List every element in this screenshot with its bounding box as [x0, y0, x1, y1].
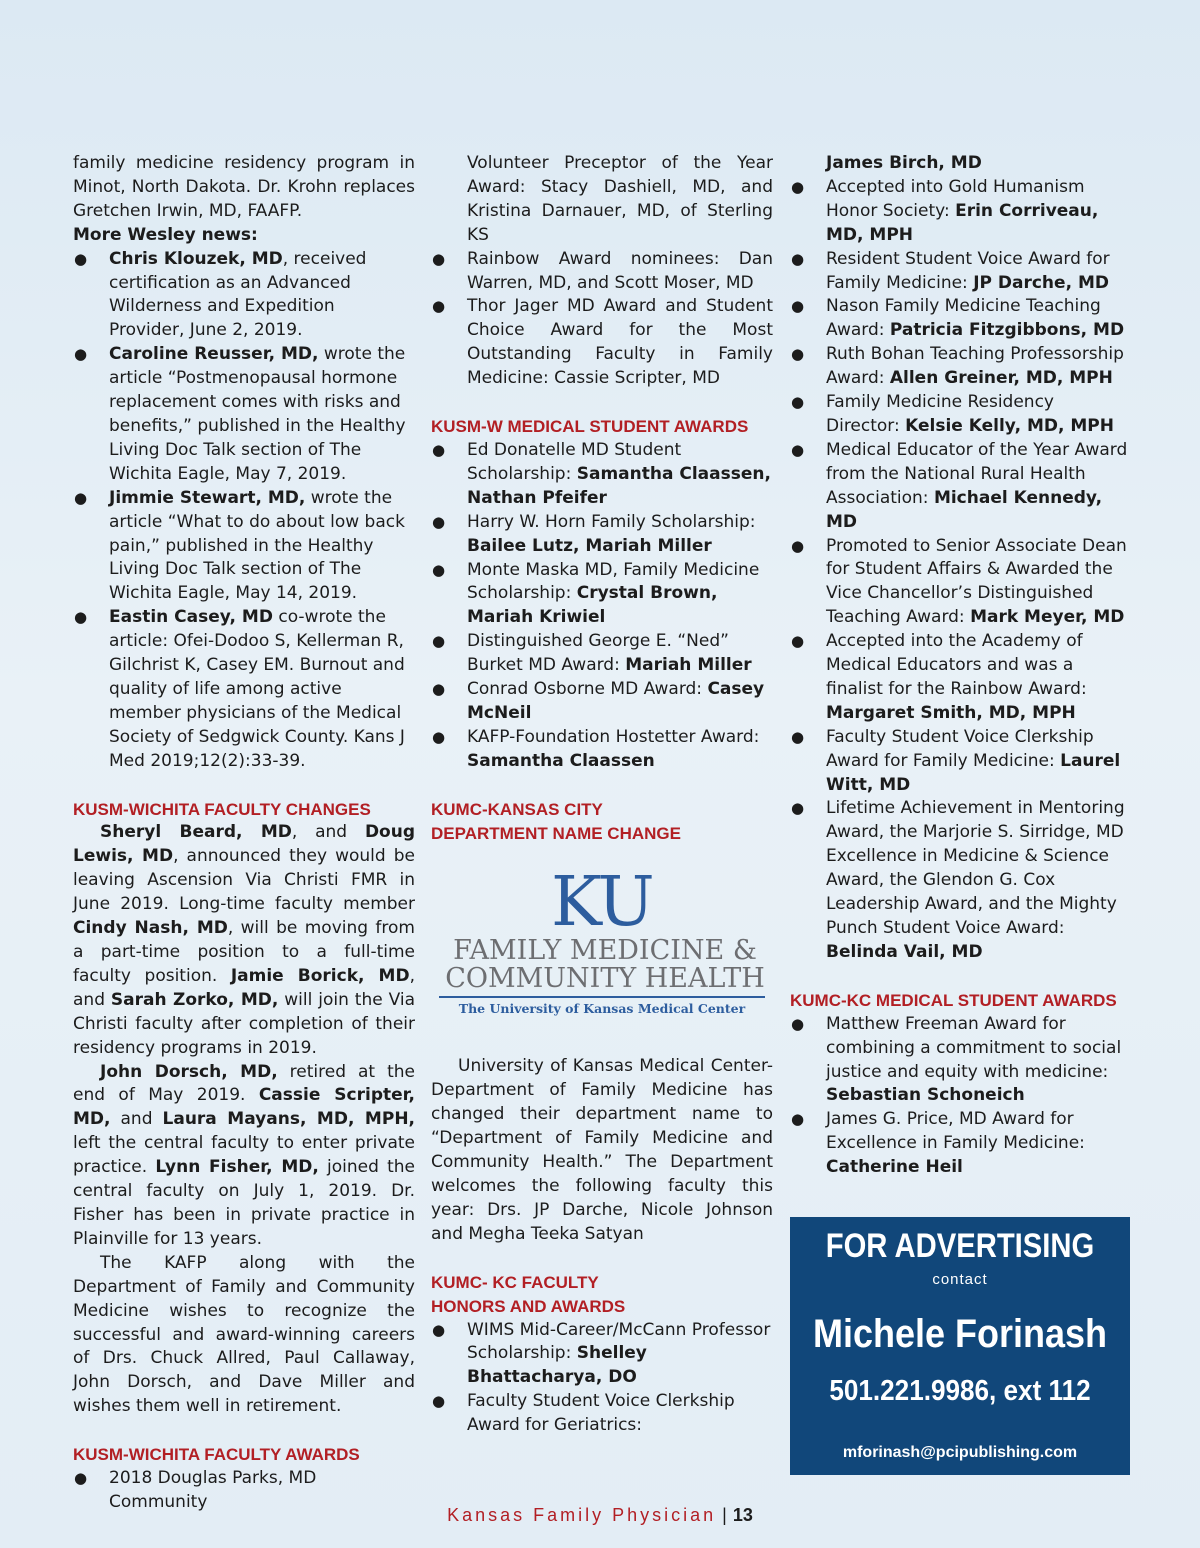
faculty-changes-heading: KUSM-WICHITA FACULTY CHANGES	[73, 799, 371, 819]
footer-separator: |	[722, 1505, 727, 1525]
list-item: ● Family Medicine Residency Director: Kelsie Kelly, MD, MPH	[791, 392, 1114, 436]
logo-university-name: The University of Kansas Medical Center	[458, 1001, 746, 1017]
column-2	[431, 152, 773, 1438]
bullet-icon: ●	[432, 727, 446, 746]
bullet-icon: ●	[432, 440, 446, 459]
list-item: ● Medical Educator of the Year Award from the National Rural Health Association: Michael Kennedy, MD	[791, 439, 1128, 532]
bullet-icon: ●	[791, 799, 805, 818]
faculty-awards-heading: KUSM-WICHITA FACULTY AWARDS	[73, 1445, 360, 1465]
bullet-icon: ●	[74, 345, 88, 364]
retirement-paragraph: The KAFP along with the Department of Family and Community Medicine wishes to recognize the successful and award-winning careers of Drs. Chuck Allred, Paul Callaway, John Dorsch, and Dave Miller and wishes them well in retirement.	[73, 1252, 415, 1417]
ad-email[interactable]: mforinash@pcipublishing.com	[842, 1444, 1078, 1461]
list-item: ● Distinguished George E. “Ned” Burket MD Award: Mariah Miller	[432, 631, 752, 676]
list-item	[431, 152, 773, 248]
kc-student-awards-heading: KUMC-KC MEDICAL STUDENT AWARDS	[790, 990, 1117, 1010]
list-item: ● Faculty Student Voice Clerkship Award for Geriatrics:	[432, 1391, 735, 1436]
bullet-icon: ●	[791, 393, 805, 412]
list-item: ● KAFP-Foundation Hostetter Award: Samantha Claassen	[432, 726, 760, 771]
ku-logo-mark: KU	[551, 863, 653, 943]
list-item	[73, 487, 415, 607]
kc-name-change-heading: KUMC-KANSAS CITY DEPARTMENT NAME CHANGE	[431, 799, 681, 843]
student-awards-heading: KUSM-W MEDICAL STUDENT AWARDS	[431, 417, 749, 437]
advertising-box	[790, 1217, 1130, 1475]
item-text: co-wrote the article: Ofei-Dodoo S, Kellerman R, Gilchrist K, Casey EM. Burnout and quality of life among active member physicians of the Medical Society of Sedgwick County. Kans J Med 2019;12(2):33-39.	[109, 607, 405, 771]
item-text: wrote the article “Postmenopausal hormone replacement comes with risks and benefits,” published in the Healthy Living Doc Talk section of The Wichita Eagle, May 7, 2019.	[109, 344, 406, 484]
bullet-icon: ●	[432, 632, 446, 651]
list-item: ● James G. Price, MD Award for Excellence in Family Medicine: Catherine Heil	[791, 1109, 1085, 1178]
person-name: Caroline Reusser, MD,	[109, 344, 319, 365]
person-name: James Birch, MD	[826, 153, 982, 173]
bullet-icon: ●	[791, 1014, 805, 1033]
list-item: ● WIMS Mid-Career/McCann Professor Scholarship: Shelley Bhattacharya, DO	[432, 1319, 771, 1388]
kc-student-awards-list	[790, 1013, 1130, 1180]
bullet-icon: ●	[74, 1469, 88, 1488]
ad-title: FOR ADVERTISING	[825, 1227, 1095, 1265]
list-item: ● Accepted into Gold Humanism Honor Society: Erin Corriveau, MD, MPH	[791, 176, 1099, 245]
magazine-name: Kansas Family Physician	[447, 1505, 717, 1525]
ku-family-medicine-logo	[431, 845, 773, 1055]
student-awards-list	[431, 439, 773, 774]
kc-faculty-honors-list-continued	[790, 152, 1130, 965]
item-text: , received certification as an Advanced Wilderness and Expedition Provider, June 2, 2019.	[109, 248, 367, 341]
bullet-icon: ●	[432, 249, 446, 268]
list-item: ● Faculty Student Voice Clerkship Award for Family Medicine: Laurel Witt, MD	[791, 726, 1121, 795]
bullet-icon: ●	[74, 249, 88, 268]
list-item: ● Conrad Osborne MD Award: Casey McNeil	[432, 679, 765, 723]
list-item: ● Lifetime Achievement in Mentoring Award, the Marjorie S. Sirridge, MD Excellence in Medicine & Science Award, the Glendon G. Cox Leadership Award, and the Mighty Punch Student Voice Award: Belinda Vail, MD	[791, 798, 1125, 962]
kc-faculty-honors-heading: KUMC- KC FACULTY HONORS AND AWARDS	[431, 1272, 626, 1316]
column-1	[73, 152, 415, 1515]
bullet-icon: ●	[432, 680, 446, 699]
column-3	[790, 152, 1130, 1180]
ad-phone: 501.221.9986, ext 112	[829, 1375, 1091, 1407]
list-item: ● Matthew Freeman Award for combining a commitment to social justice and equity with medicine: Sebastian Schoneich	[791, 1013, 1122, 1106]
list-item: ● Ed Donatelle MD Student Scholarship: Samantha Claassen, Nathan Pfeifer	[432, 439, 771, 508]
bullet-icon: ●	[791, 440, 805, 459]
kc-faculty-honors-list	[431, 1319, 773, 1439]
kc-name-change-paragraph: University of Kansas Medical Center-Department of Family Medicine has changed their department name to “Department of Family Medicine and Community Health.” The Department welcomes the following faculty this year: Drs. JP Darche, Nicole Johnson and Megha Teeka Satyan	[431, 1056, 773, 1244]
list-item: ● Ruth Bohan Teaching Professorship Award: Allen Greiner, MD, MPH	[791, 344, 1124, 389]
list-item	[73, 606, 415, 773]
bullet-icon: ●	[791, 1110, 805, 1129]
list-item: ● Resident Student Voice Award for Family Medicine: JP Darche, MD	[791, 248, 1110, 293]
bullet-icon: ●	[791, 177, 805, 196]
item-text: Rainbow Award nominees: Dan Warren, MD, and Scott Moser, MD	[467, 248, 773, 293]
bullet-icon: ●	[791, 727, 805, 746]
list-item	[790, 152, 1130, 176]
page-number: 13	[732, 1505, 753, 1525]
faculty-awards-list-continued	[431, 152, 773, 391]
list-item	[431, 248, 773, 296]
bullet-icon: ●	[432, 512, 446, 531]
bullet-icon: ●	[791, 632, 805, 651]
bullet-icon: ●	[74, 608, 88, 627]
faculty-changes-paragraph-1: Sheryl Beard, MD, and Doug Lewis, MD, announced they would be leaving Ascension Via Christi FMR in June 2019. Long-time faculty member Cindy Nash, MD, will be moving from a part-time position to a full-time faculty position. Jamie Borick, MD, and Sarah Zorko, MD, will join the Via Christi faculty after completion of their residency programs in 2019.	[73, 822, 416, 1058]
bullet-icon: ●	[791, 345, 805, 364]
list-item	[73, 248, 415, 344]
person-name: Eastin Casey, MD	[109, 607, 273, 628]
logo-divider	[439, 996, 765, 998]
list-item: ● Nason Family Medicine Teaching Award: Patricia Fitzgibbons, MD	[791, 296, 1125, 341]
list-item: ● Harry W. Horn Family Scholarship: Bailee Lutz, Mariah Miller	[432, 511, 756, 556]
person-name: Jimmie Stewart, MD,	[109, 487, 306, 508]
bullet-icon: ●	[432, 297, 446, 316]
list-item	[73, 343, 415, 486]
logo-department-name: FAMILY MEDICINE & COMMUNITY HEALTH	[445, 935, 765, 995]
bullet-icon: ●	[791, 536, 805, 555]
list-item	[431, 295, 773, 391]
bullet-icon: ●	[432, 560, 446, 579]
person-name: Chris Klouzek, MD	[109, 248, 283, 269]
ad-contact-label: contact	[932, 1271, 988, 1288]
ad-contact-name: Michele Forinash	[812, 1312, 1108, 1356]
list-item: ● Monte Maska MD, Family Medicine Scholarship: Crystal Brown, Mariah Kriwiel	[432, 559, 760, 628]
bullet-icon: ●	[432, 1320, 446, 1339]
bullet-icon: ●	[432, 1392, 446, 1411]
wesley-news-list	[73, 248, 415, 774]
list-item: ● Promoted to Senior Associate Dean for Student Affairs & Awarded the Vice Chancellor’s Distinguished Teaching Award: Mark Meyer, MD	[791, 535, 1127, 628]
page-footer	[0, 1505, 1200, 1526]
intro-paragraph: family medicine residency program in Minot, North Dakota. Dr. Krohn replaces Gretchen Irwin, MD, FAAFP.	[73, 153, 415, 221]
item-text: Thor Jager MD Award and Student Choice Award for the Most Outstanding Faculty in Family Medicine: Cassie Scripter, MD	[467, 296, 773, 389]
item-text: Volunteer Preceptor of the Year Award: Stacy Dashiell, MD, and Kristina Darnauer, MD, of Sterling KS	[467, 153, 773, 245]
bullet-icon: ●	[791, 249, 805, 268]
wesley-news-heading: More Wesley news:	[73, 224, 258, 245]
list-item: ● Accepted into the Academy of Medical Educators and was a finalist for the Rainbow Award: Margaret Smith, MD, MPH	[791, 631, 1087, 723]
faculty-changes-paragraph-2: John Dorsch, MD, retired at the end of May 2019. Cassie Scripter, MD, and Laura Mayans, MD, MPH, left the central faculty to enter private practice. Lynn Fisher, MD, joined the central faculty on July 1, 2019. Dr. Fisher has been in private practice in Plainville for 13 years.	[73, 1061, 416, 1249]
item-text: wrote the article “What to do about low back pain,” published in the Healthy Living Doc Talk section of The Wichita Eagle, May 14, 2019.	[109, 487, 405, 604]
bullet-icon: ●	[74, 488, 88, 507]
bullet-icon: ●	[791, 297, 805, 316]
item-text: 2018 Douglas Parks, MD Community	[109, 1468, 317, 1512]
